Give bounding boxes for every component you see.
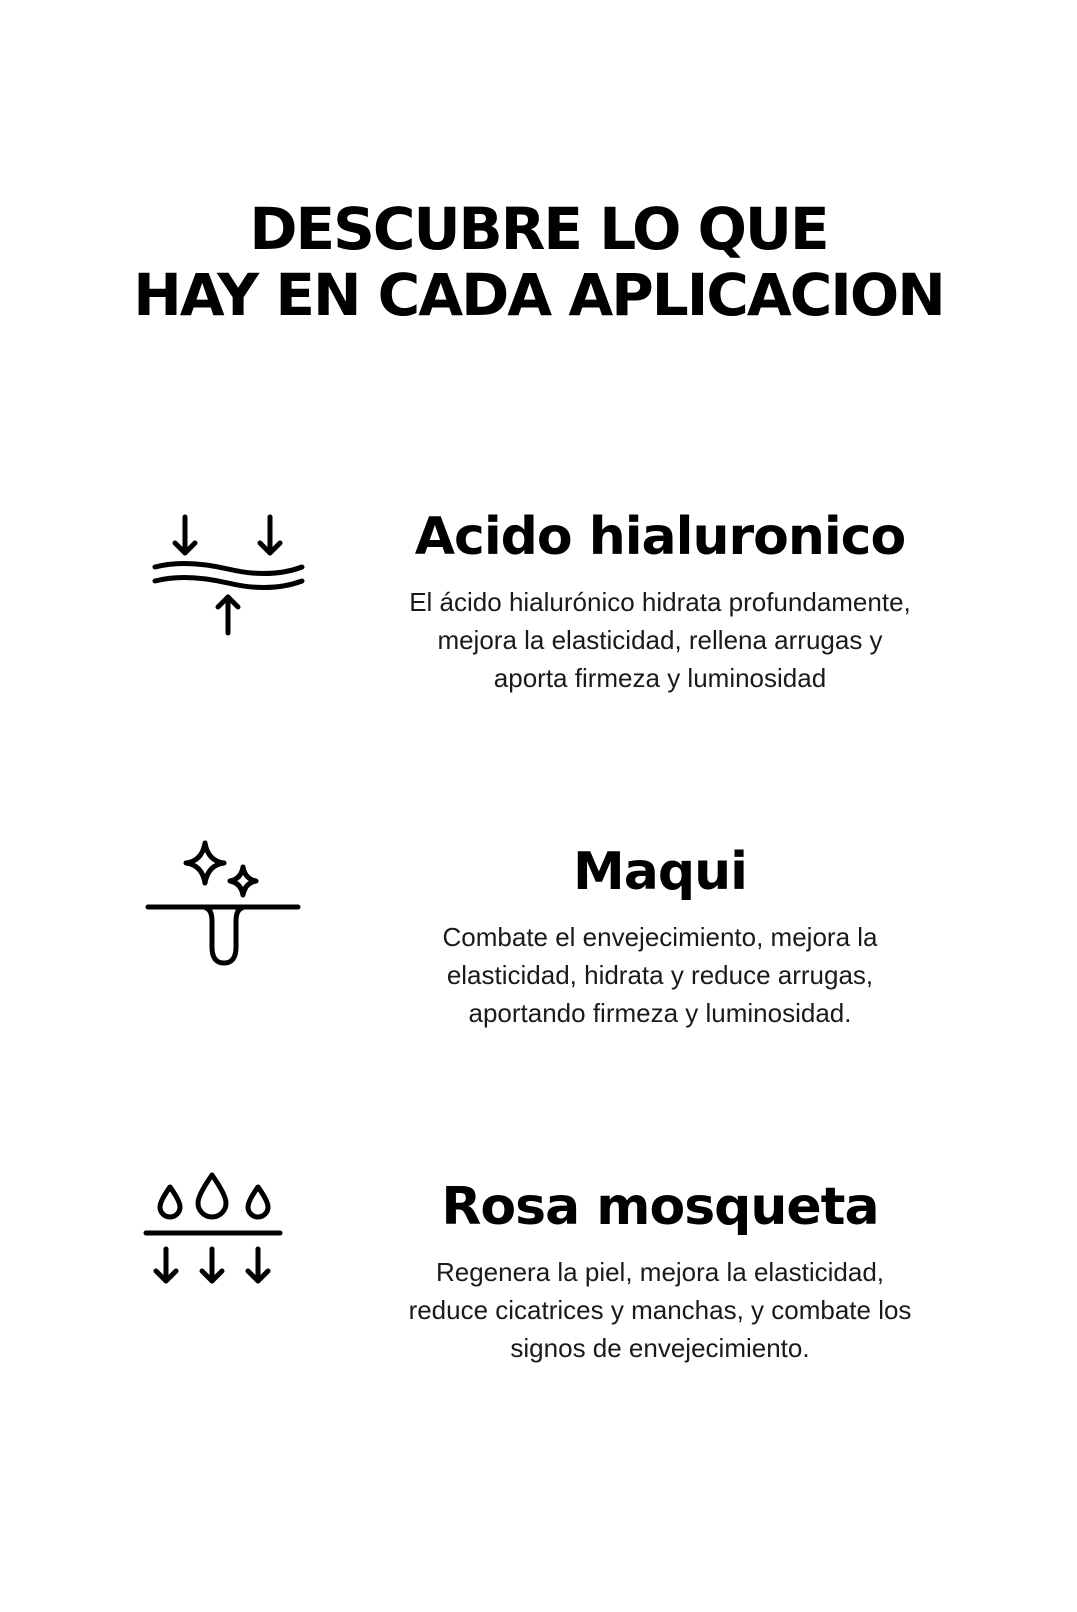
feature-acido-hialuronico [0, 505, 1077, 765]
page-title-line-2: HAY EN CADA APLICACION [133, 261, 944, 329]
skin-hydration-arrows-icon [140, 505, 320, 665]
page-title-line-1: DESCUBRE LO QUE [249, 195, 828, 263]
feature-description: Combate el envejecimiento, mejora la elasticidad, hidrata y reduce arrugas, aportando firmeza y luminosidad. [442, 922, 878, 1028]
feature-title: Acido hialuronico [414, 507, 906, 567]
feature-title: Rosa mosqueta [441, 1177, 879, 1237]
feature-text [380, 1175, 940, 1367]
feature-title: Maqui [573, 842, 747, 902]
pore-sparkle-icon [140, 835, 320, 995]
feature-text [380, 505, 940, 697]
feature-rosa-mosqueta [0, 1175, 1077, 1435]
feature-description: El ácido hialurónico hidrata profundamente, mejora la elasticidad, rellena arrugas y aporta firmeza y luminosidad [409, 587, 911, 693]
feature-text [380, 840, 940, 1032]
page-title [0, 196, 1077, 328]
drops-absorption-icon [140, 1165, 320, 1325]
feature-description: Regenera la piel, mejora la elasticidad, reduce cicatrices y manchas, y combate los signos de envejecimiento. [408, 1257, 912, 1363]
feature-maqui [0, 840, 1077, 1100]
